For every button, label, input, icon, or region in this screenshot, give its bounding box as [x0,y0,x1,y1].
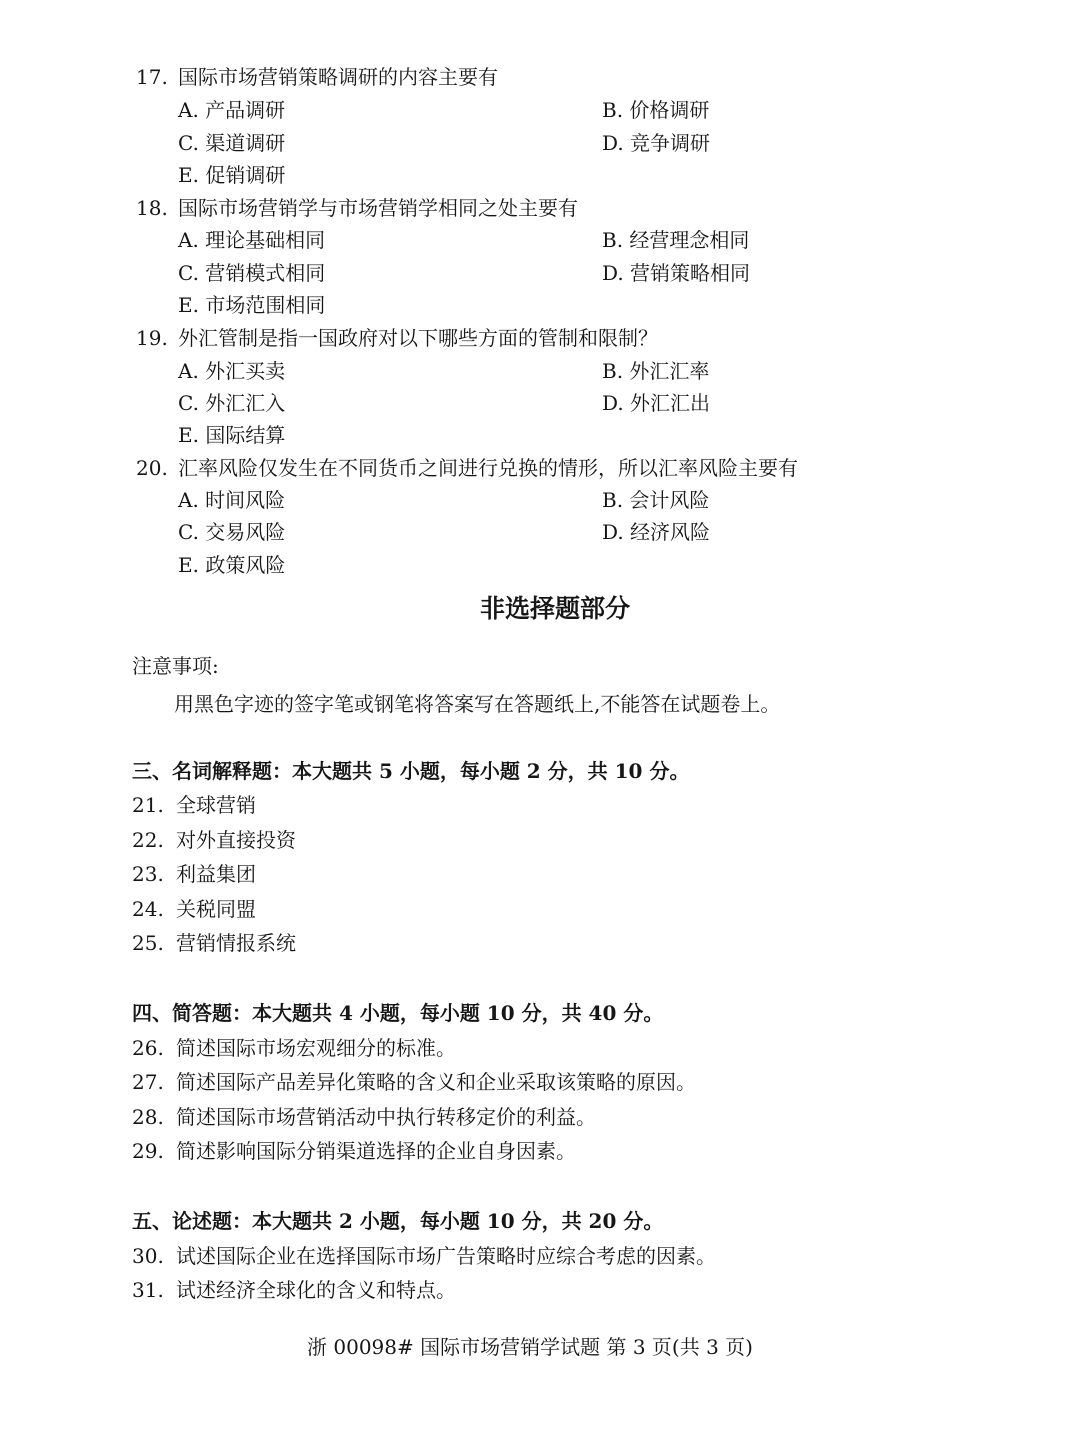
notice-text: 用黑色字迹的签字笔或钢笔将答案写在答题纸上,不能答在试题卷上。 [174,692,781,716]
list-item: 22. 对外直接投资 [132,828,296,852]
part-heading: 非选择题部分 [479,594,630,623]
question-18 [136,194,578,222]
option: C. 营销模式相同 [178,261,326,285]
question-number: 20. [136,456,168,480]
list-item: 25. 营销情报系统 [132,931,296,955]
option: E. 政策风险 [178,553,286,577]
section-5-heading: 五、论述题：本大题共 2 小题，每小题 10 分，共 20 分。 [132,1209,664,1233]
option: B. 经营理念相同 [602,228,750,252]
option: A. 产品调研 [178,98,286,122]
list-item: 29. 简述影响国际分销渠道选择的企业自身因素。 [132,1139,576,1163]
list-item: 31. 试述经济全球化的含义和特点。 [132,1278,456,1302]
option: B. 价格调研 [602,98,710,122]
question-19 [136,324,658,352]
list-item: 30. 试述国际企业在选择国际市场广告策略时应综合考虑的因素。 [132,1244,716,1268]
question-text: 汇率风险仅发生在不同货币之间进行兑换的情形，所以汇率风险主要有 [178,456,798,480]
question-number: 17. [136,65,168,89]
option: D. 营销策略相同 [602,261,751,285]
list-item: 23. 利益集团 [132,862,256,886]
option: B. 外汇汇率 [602,359,710,383]
option: D. 竞争调研 [602,131,711,155]
question-17 [136,63,498,91]
option: A. 理论基础相同 [178,228,326,252]
question-text: 外汇管制是指一国政府对以下哪些方面的管制和限制？ [178,326,658,350]
option: C. 交易风险 [178,520,286,544]
question-text: 国际市场营销学与市场营销学相同之处主要有 [178,196,578,220]
option: E. 促销调研 [178,163,286,187]
section-3-heading: 三、名词解释题：本大题共 5 小题，每小题 2 分，共 10 分。 [132,759,690,783]
option: A. 时间风险 [178,488,286,512]
page-footer: 浙 00098# 国际市场营销学试题 第 3 页(共 3 页) [307,1335,753,1359]
option: C. 外汇汇入 [178,391,286,415]
list-item: 27. 简述国际产品差异化策略的含义和企业采取该策略的原因。 [132,1070,696,1094]
question-text: 国际市场营销策略调研的内容主要有 [178,65,498,89]
list-item: 26. 简述国际市场宏观细分的标准。 [132,1036,456,1060]
list-item: 28. 简述国际市场营销活动中执行转移定价的利益。 [132,1105,596,1129]
option: D. 经济风险 [602,520,711,544]
question-number: 18. [136,196,168,220]
notice-title: 注意事项: [132,654,219,678]
option: B. 会计风险 [602,488,710,512]
list-item: 24. 关税同盟 [132,897,256,921]
section-4-heading: 四、简答题：本大题共 4 小题，每小题 10 分，共 40 分。 [132,1001,664,1025]
option: E. 市场范围相同 [178,293,326,317]
option: D. 外汇汇出 [602,391,711,415]
list-item: 21. 全球营销 [132,793,256,817]
question-20 [136,454,798,482]
option: E. 国际结算 [178,423,286,447]
question-number: 19. [136,326,168,350]
option: A. 外汇买卖 [178,359,286,383]
option: C. 渠道调研 [178,131,286,155]
